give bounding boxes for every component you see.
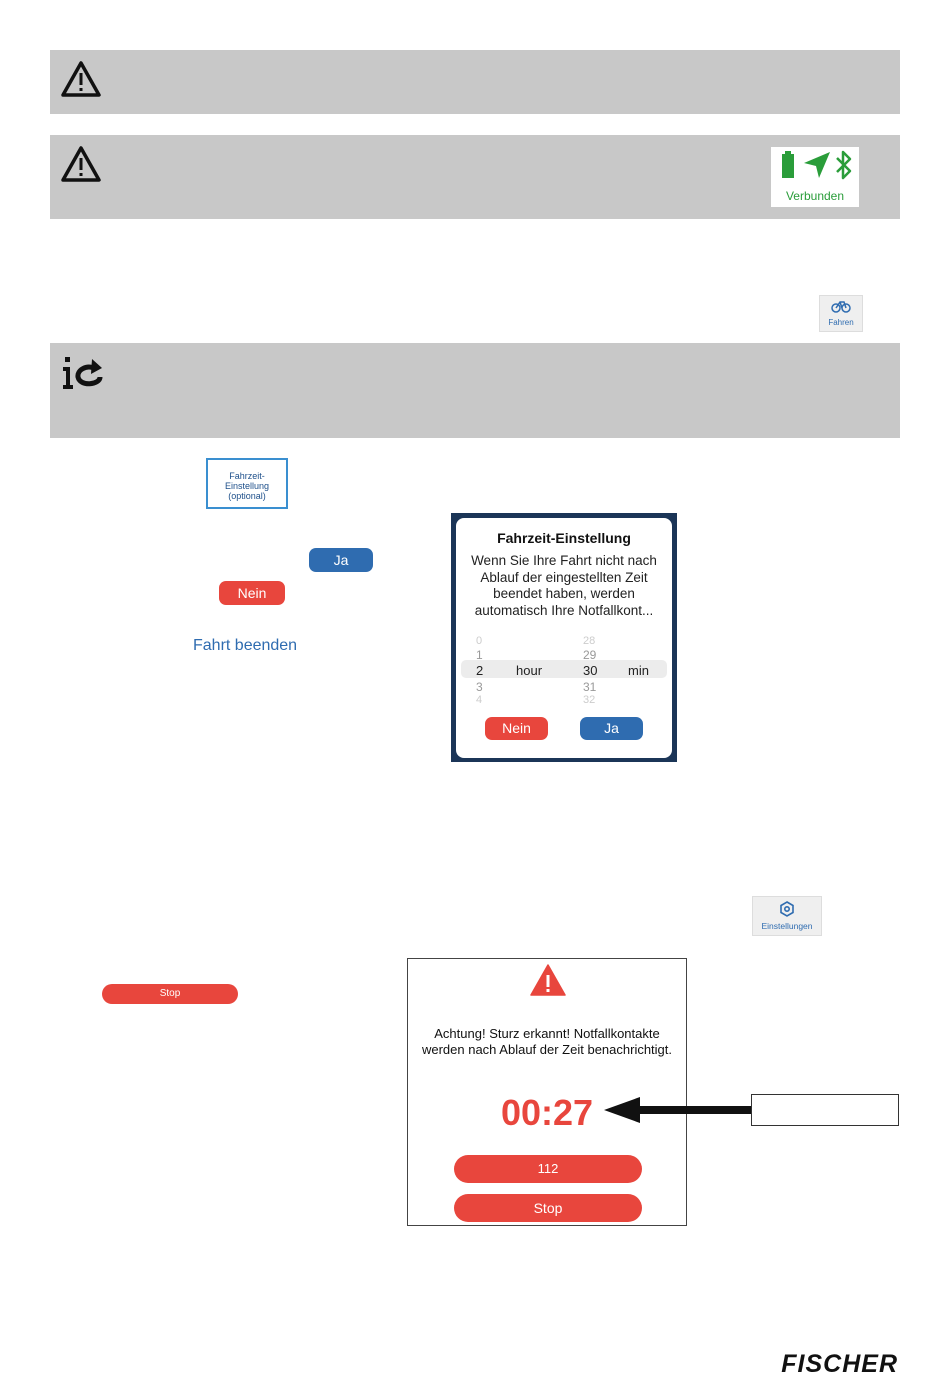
hour-value: 1	[476, 648, 483, 662]
fall-alert-line-2: werden nach Ablauf der Zeit benachrichtigt.	[421, 1042, 673, 1057]
warning-box-1	[50, 50, 900, 114]
emergency-call-button[interactable]: 112	[454, 1155, 642, 1183]
ja-button[interactable]: Ja	[309, 548, 373, 572]
bicycle-icon	[831, 299, 851, 313]
battery-icon	[781, 151, 795, 179]
dialog-message-line-3: beendet haben, werden	[493, 586, 635, 601]
time-picker[interactable]	[456, 633, 672, 709]
fahrt-beenden-link[interactable]: Fahrt beenden	[193, 637, 298, 654]
callout-box	[751, 1094, 899, 1126]
fahrzeit-dialog	[456, 518, 672, 758]
nein-button[interactable]: Nein	[219, 581, 285, 605]
fahrzeit-dialog-screenshot	[451, 513, 677, 762]
dialog-message-line-2: Ablauf der eingestellten Zeit	[480, 569, 648, 585]
dialog-nein-button[interactable]: Nein	[485, 717, 548, 740]
hour-value: 2	[476, 663, 484, 678]
dialog-title: Fahrzeit-Einstellung	[497, 530, 631, 546]
hour-value: 3	[476, 680, 483, 694]
fahren-label: Fahren	[828, 318, 854, 327]
dialog-message-line-4: automatisch Ihre Notfallkont...	[474, 602, 654, 618]
dialog-message	[456, 553, 672, 619]
callout-arrow	[602, 1096, 752, 1124]
warning-triangle-icon	[60, 60, 102, 98]
fahrzeit-label-2: Einstellung	[224, 481, 270, 491]
hour-value: 0	[476, 635, 483, 647]
fahrzeit-label-1: Fahrzeit-	[229, 471, 265, 481]
hour-value: 4	[476, 694, 483, 706]
bluetooth-icon	[835, 150, 853, 180]
location-arrow-icon	[803, 151, 831, 179]
einstellungen-badge	[752, 896, 822, 936]
minute-unit: min	[628, 663, 649, 678]
fahren-badge	[819, 295, 863, 332]
fahrzeit-einstellung-button[interactable]	[206, 458, 288, 509]
picker-row	[456, 694, 672, 706]
dialog-message-line-1: Wenn Sie Ihre Fahrt nicht nach	[471, 553, 657, 568]
info-tip-icon	[62, 355, 106, 391]
fall-alert-line-1: Achtung! Sturz erkannt! Notfallkontakte	[434, 1026, 660, 1041]
fahrzeit-label-3: (optional)	[228, 491, 266, 501]
minute-value: 32	[583, 694, 596, 706]
minute-value: 31	[583, 680, 597, 694]
fall-stop-button[interactable]: Stop	[454, 1194, 642, 1222]
small-stop-button[interactable]: Stop	[102, 984, 238, 1004]
warning-box-2	[50, 135, 900, 219]
minute-value: 29	[583, 648, 597, 662]
alert-triangle-icon	[530, 964, 566, 996]
info-box	[50, 343, 900, 438]
countdown-timer: 00:27	[500, 1092, 594, 1133]
hour-unit: hour	[516, 663, 543, 678]
fall-alert-message	[408, 1026, 686, 1058]
dialog-ja-button[interactable]: Ja	[580, 717, 643, 740]
brand-logo: FISCHER	[781, 1350, 898, 1378]
picker-row-selected	[456, 663, 672, 679]
warning-triangle-icon	[60, 145, 102, 183]
einstellungen-label: Einstellungen	[761, 921, 813, 931]
minute-value: 30	[583, 663, 598, 678]
minute-value: 28	[583, 635, 596, 647]
fall-alert-screen	[407, 958, 687, 1226]
connection-status-badge	[771, 147, 859, 207]
picker-row	[456, 648, 672, 664]
settings-icon	[779, 901, 795, 917]
connection-status-label: Verbunden	[785, 189, 845, 203]
